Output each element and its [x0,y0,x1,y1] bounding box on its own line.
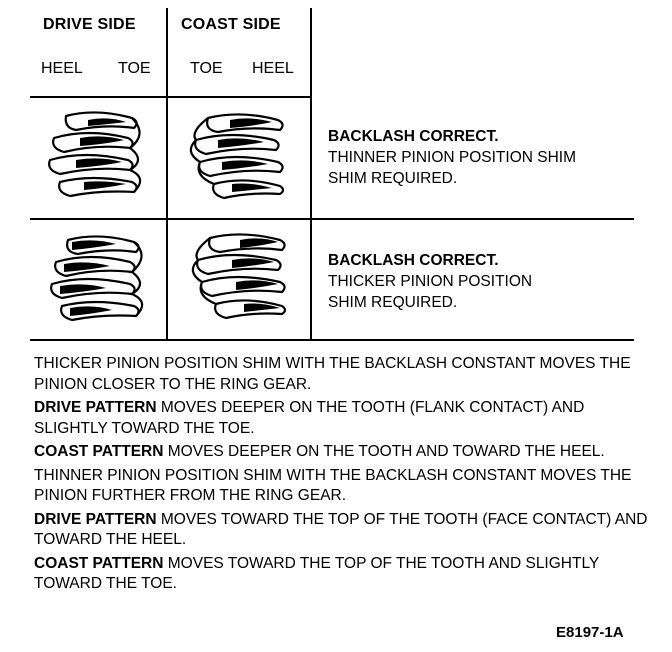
coast-heel-label: HEEL [252,60,294,77]
note-6-text: MOVES TOWARD THE TOP OF THE TOOTH AND SLIGHTLY TOWARD THE TOE. [34,554,599,592]
note-5-bold: DRIVE PATTERN [34,510,157,528]
row2-coast-gear-tooth-icon [180,226,304,326]
grid-row-divider [30,218,634,220]
drive-toe-label: TOE [118,60,151,77]
note-1-text: THICKER PINION POSITION SHIM WITH THE BACKLASH CONSTANT MOVES THE PINION CLOSER TO THE RING GEAR. [34,355,631,393]
row2-drive-gear-tooth-icon [36,226,160,326]
note-6-bold: COAST PATTERN [34,554,164,572]
row1-line2: SHIM REQUIRED. [328,170,458,187]
note-3-bold: COAST PATTERN [34,443,164,460]
row1-line1: THINNER PINION POSITION SHIM [328,149,577,166]
drive-side-header: DRIVE SIDE [43,16,136,33]
note-4-text: THINNER PINION POSITION SHIM WITH THE BACKLASH CONSTANT MOVES THE PINION FURTHER FROM THE RING GEAR. [34,466,632,504]
grid-divider-coast-desc [310,8,312,340]
row1-title: BACKLASH CORRECT. [328,128,499,145]
row1-description [328,126,576,189]
row1-coast-gear-tooth-icon [180,104,304,204]
row2-line1: THICKER PINION POSITION [328,273,533,290]
note-3 [34,442,654,463]
note-3-text: MOVES DEEPER ON THE TOOTH AND TOWARD THE HEEL. [163,443,605,460]
coast-toe-label: TOE [190,60,223,77]
note-2 [34,398,654,439]
figure-id: E8197-1A [556,624,624,641]
row2-title: BACKLASH CORRECT. [328,252,499,269]
drive-heel-label: HEEL [41,60,83,77]
row1-drive-gear-tooth-icon [36,104,160,204]
note-6 [34,554,654,595]
row2-line2: SHIM REQUIRED. [328,294,458,311]
note-5 [34,510,654,551]
note-2-bold: DRIVE PATTERN [34,399,157,416]
grid-divider-drive-coast [166,8,168,340]
note-1 [34,354,654,395]
note-5-text: MOVES TOWARD THE TOP OF THE TOOTH (FACE CONTACT) AND TOWARD THE HEEL. [34,510,648,548]
grid-header-divider [30,96,310,98]
row2-description [328,250,532,313]
note-4 [34,466,654,507]
grid-bottom-divider [30,339,634,341]
note-2-text: MOVES DEEPER ON THE TOOTH (FLANK CONTACT) AND SLIGHTLY TOWARD THE TOE. [34,399,585,437]
coast-side-header: COAST SIDE [181,16,281,33]
notes-section [34,354,654,598]
